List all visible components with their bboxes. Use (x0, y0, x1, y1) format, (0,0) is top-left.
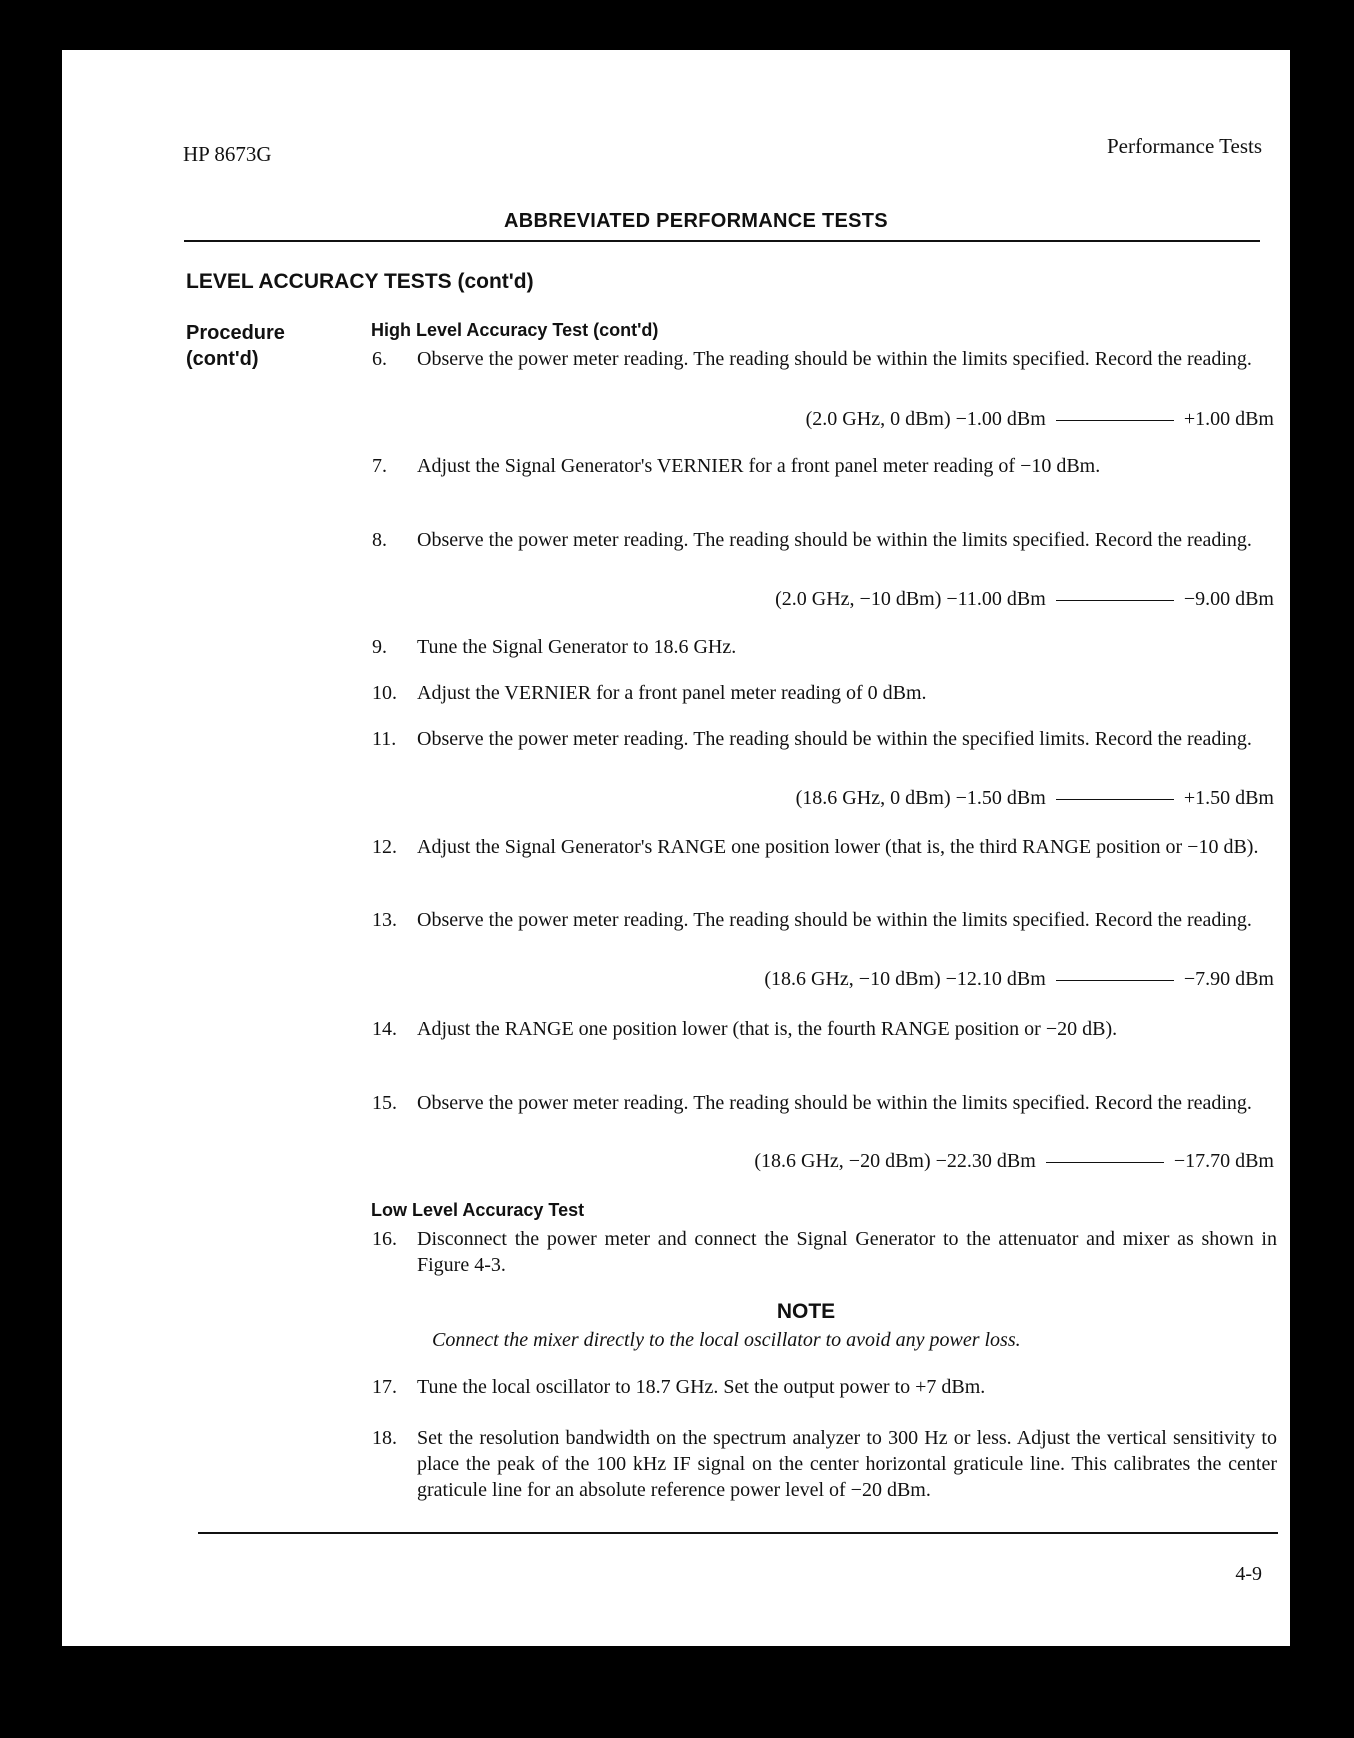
page-number: 4-9 (1235, 1563, 1262, 1585)
procedure-label-line1: Procedure (186, 322, 285, 344)
procedure-label (186, 320, 316, 372)
record-blank (1046, 1161, 1164, 1163)
spec-max: −17.70 dBm (1173, 1150, 1274, 1172)
step-number: 18. (372, 1427, 397, 1449)
step-text: Tune the Signal Generator to 18.6 GHz. (417, 636, 737, 658)
step-text: Observe the power meter reading. The reading should be within the limits specified. Record the reading. (417, 348, 1252, 370)
step-text: Observe the power meter reading. The reading should be within the limits specified. Record the reading. (417, 1092, 1252, 1114)
step-text: Observe the power meter reading. The reading should be within the specified limits. Record the reading. (417, 728, 1252, 750)
spec-line-3 (796, 785, 1274, 811)
spec-condition: (18.6 GHz, −10 dBm) (764, 968, 941, 990)
step-6 (372, 346, 1277, 372)
note-text: Connect the mixer directly to the local oscillator to avoid any power loss. (432, 1329, 1021, 1351)
step-number: 15. (372, 1092, 397, 1114)
spec-max: −9.00 dBm (1183, 588, 1274, 610)
spec-condition: (18.6 GHz, −20 dBm) (754, 1150, 931, 1172)
footer-rule (198, 1532, 1278, 1534)
record-blank (1056, 798, 1174, 800)
step-number: 17. (372, 1376, 397, 1398)
step-text: Tune the local oscillator to 18.7 GHz. Set the output power to +7 dBm. (417, 1376, 986, 1398)
step-number: 6. (372, 348, 387, 370)
spec-min: −22.30 dBm (935, 1150, 1036, 1172)
step-12 (372, 834, 1277, 860)
step-11 (372, 726, 1277, 752)
step-number: 14. (372, 1018, 397, 1040)
low-level-heading: Low Level Accuracy Test (371, 1200, 585, 1220)
title-rule (184, 240, 1260, 242)
spec-line-1 (806, 406, 1274, 432)
step-number: 9. (372, 636, 387, 658)
step-14 (372, 1016, 1277, 1042)
step-text: Set the resolution bandwidth on the spectrum analyzer to 300 Hz or less. Adjust the vertical sensitivity to place the peak of the 100 kHz IF signal on the center horizontal graticule line. This calibrates the center graticule line for an absolute reference power level of −20 dBm. (417, 1427, 1277, 1501)
step-17 (372, 1374, 1277, 1400)
step-number: 8. (372, 529, 387, 551)
step-text: Disconnect the power meter and connect the Signal Generator to the attenuator and mixer as shown in Figure 4-3. (417, 1228, 1277, 1276)
step-text: Adjust the Signal Generator's RANGE one position lower (that is, the third RANGE position or −10 dB). (417, 836, 1259, 858)
record-blank (1056, 599, 1174, 601)
step-10 (372, 680, 1277, 706)
procedure-label-line2: (cont'd) (186, 348, 259, 370)
record-blank (1056, 979, 1174, 981)
spec-condition: (2.0 GHz, 0 dBm) (805, 408, 951, 430)
step-13 (372, 907, 1277, 933)
header-model: HP 8673G (183, 142, 272, 166)
page-title: ABBREVIATED PERFORMANCE TESTS (504, 210, 888, 232)
spec-line-2 (775, 586, 1274, 612)
spec-line-4 (764, 966, 1274, 992)
step-text: Observe the power meter reading. The reading should be within the limits specified. Record the reading. (417, 529, 1252, 551)
step-16 (372, 1226, 1277, 1278)
step-number: 12. (372, 836, 397, 858)
record-blank (1056, 419, 1174, 421)
step-number: 10. (372, 682, 397, 704)
spec-min: −11.00 dBm (946, 588, 1046, 610)
step-number: 11. (372, 728, 397, 750)
document-page (62, 50, 1290, 1646)
step-8 (372, 527, 1277, 553)
step-number: 16. (372, 1228, 397, 1250)
spec-max: −7.90 dBm (1183, 968, 1274, 990)
spec-min: −12.10 dBm (945, 968, 1046, 990)
step-9 (372, 634, 1277, 660)
spec-min: −1.50 dBm (955, 787, 1046, 809)
spec-max: +1.00 dBm (1183, 408, 1274, 430)
spec-line-5 (754, 1148, 1274, 1174)
spec-max: +1.50 dBm (1183, 787, 1274, 809)
step-text: Adjust the Signal Generator's VERNIER for a front panel meter reading of −10 dBm. (417, 455, 1101, 477)
step-15 (372, 1090, 1277, 1116)
step-18 (372, 1425, 1277, 1503)
step-text: Adjust the VERNIER for a front panel meter reading of 0 dBm. (417, 682, 927, 704)
spec-condition: (2.0 GHz, −10 dBm) (775, 588, 942, 610)
step-number: 13. (372, 909, 397, 931)
spec-condition: (18.6 GHz, 0 dBm) (795, 787, 951, 809)
section-heading: LEVEL ACCURACY TESTS (cont'd) (186, 270, 534, 293)
spec-min: −1.00 dBm (955, 408, 1046, 430)
header-section: Performance Tests (1106, 134, 1262, 158)
step-number: 7. (372, 455, 387, 477)
high-level-heading: High Level Accuracy Test (cont'd) (371, 320, 659, 340)
step-text: Adjust the RANGE one position lower (that is, the fourth RANGE position or −20 dB). (417, 1018, 1118, 1040)
note-heading: NOTE (776, 1300, 836, 1323)
step-text: Observe the power meter reading. The reading should be within the limits specified. Record the reading. (417, 909, 1252, 931)
step-7 (372, 453, 1277, 479)
